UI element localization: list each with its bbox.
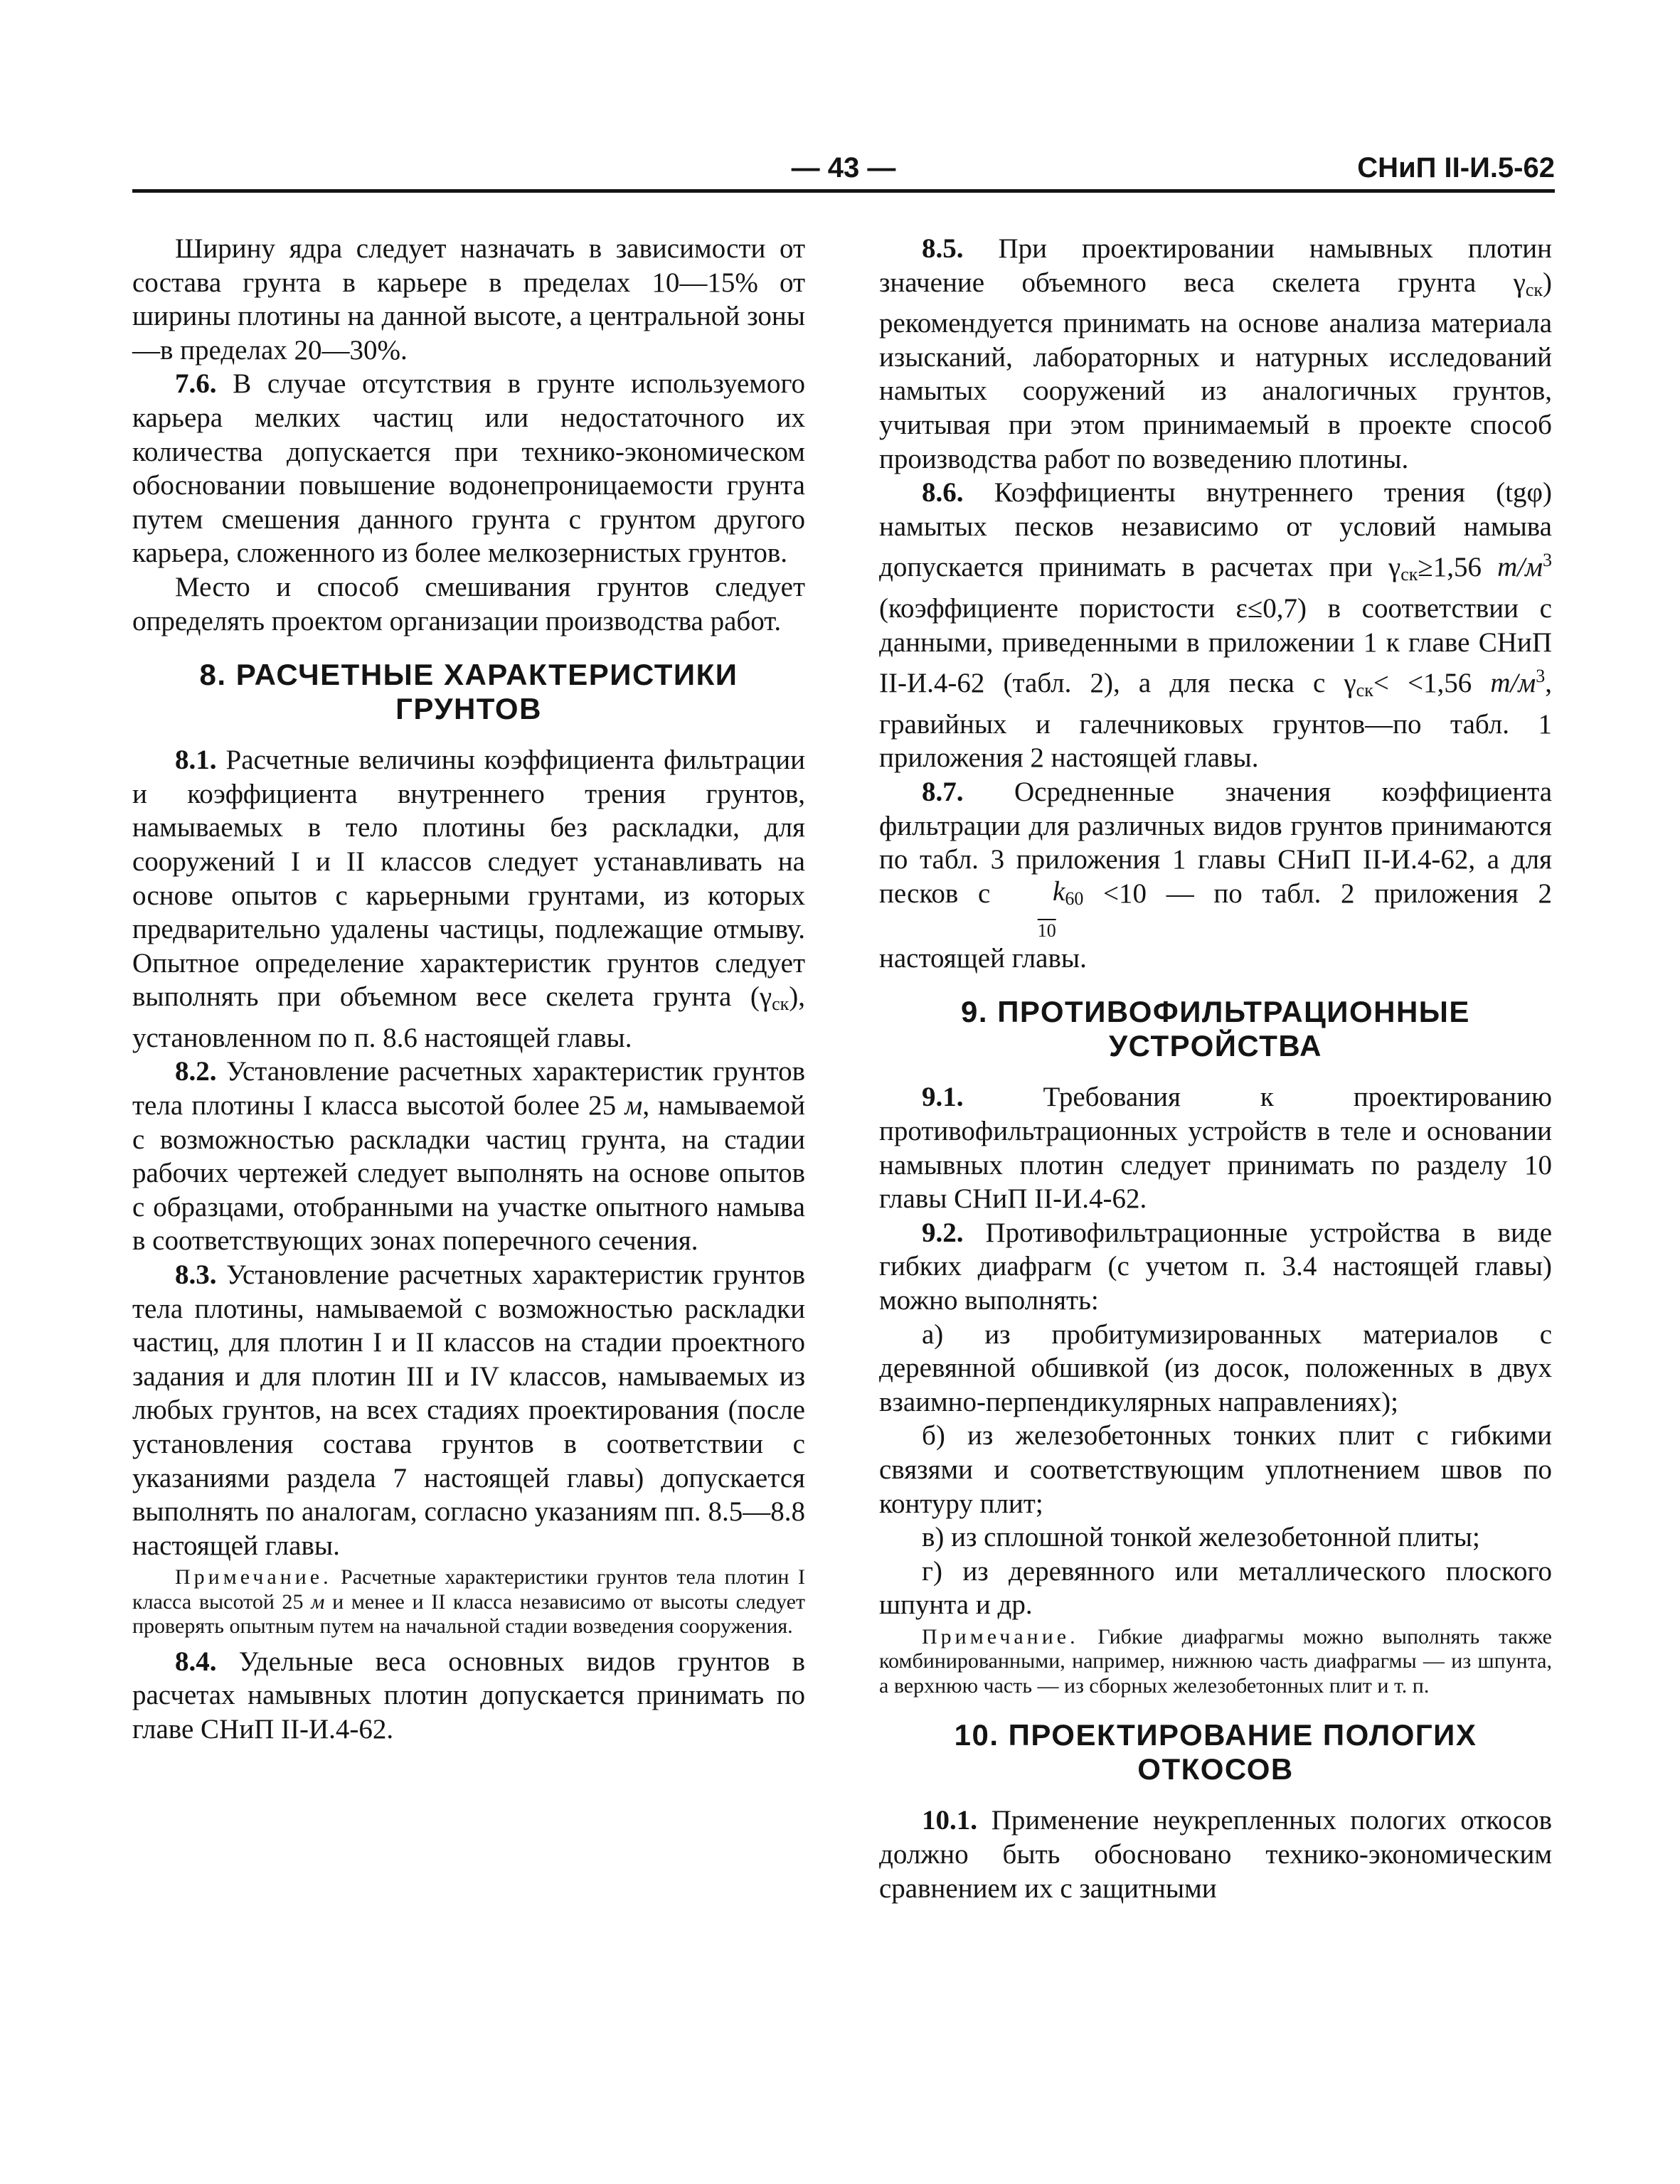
- section-heading-10: 10. ПРОЕКТИРОВАНИЕ ПОЛОГИХ ОТКОСОВ: [954, 1718, 1477, 1786]
- paragraph-core-width: Ширину ядра следует назначать в зависимости от состава грунта в карьере в пределах 10—15% от ширины плотины на данной высоте, а центральной зоны—в пределах 20—30%.: [132, 233, 805, 366]
- k-fraction: $k_{60}$ $_{10}$: [1037, 875, 1084, 942]
- paragraph-8-5: 8.5. При проектировании намывных плотин значение объемного веса скелета грунта $\gamma_{ск}$) рекомендуется принимать на основе анализа материала изысканий, лабораторных и натурных исследований намытых сооружений из аналогичных грунтов, учитывая при этом принимаемый в проекте способ производства работ по возведению плотины.: [879, 233, 1553, 474]
- header-rule: [132, 189, 1555, 193]
- right-column: [879, 232, 1552, 1905]
- clause-number: 9.2.: [922, 1217, 964, 1248]
- left-column: [132, 232, 805, 1747]
- clause-number: 8.6.: [922, 477, 964, 508]
- document-code: СНиП II-И.5-62: [1357, 152, 1555, 183]
- page-number: — 43 —: [791, 152, 896, 183]
- note-label: Примечание.: [175, 1565, 332, 1589]
- paragraph-7-6: 7.6. В случае отсутствия в грунте используемого карьера мелких частиц или недостаточного их количества допускается при технико-экономическом обосновании повышение водонепроницаемости грунта путем смешения данного грунта с грунтом другого карьера, сложенного из более мелкозернистых грунтов.: [132, 368, 805, 569]
- list-item-b: б) из железобетонных тонких плит с гибкими связями и соответствующим уплотнением швов по контуру плит;: [879, 1420, 1552, 1519]
- paragraph-8-2: 8.2. Установление расчетных характеристик грунтов тела плотины I класса высотой более 25 м, намываемой с возможностью раскладки частиц грунта, на стадии рабочих чертежей следует выполнять на основе опытов с образцами, отобранными на участке опытного намыва в соответствующих зонах поперечного сечения.: [132, 1056, 806, 1257]
- clause-number: 10.1.: [922, 1805, 977, 1836]
- note-8-3: Примечание. Расчетные характеристики грунтов тела плотин I класса высотой 25 м и менее и II класса независимо от высоты следует проверять опытным путем на начальной стадии возведения сооружения.: [132, 1565, 806, 1639]
- clause-number: 8.7.: [922, 776, 964, 807]
- paragraph-8-6: 8.6. Коэффициенты внутреннего трения (tgφ) намытых песков независимо от условий намыва допускается принимать в расчетах при $\gamma_{ск}\ge 1,56$ $т/м^3$ (коэффициенте пористости ε≤0,7) в соответствии с данными, приведенными в приложении 1 к главе СНиП II-И.4-62 (табл. 2), а для песка с $\gamma_{ск}< <1,56$ $т/м^3$, гравийных и галечниковых грунтов—по табл. 1 приложения 2 настоящей главы.: [879, 477, 1553, 774]
- clause-number: 9.1.: [922, 1082, 964, 1113]
- paragraph-mixing: Место и способ смешивания грунтов следует определять проектом организации производства работ.: [132, 571, 805, 636]
- list-item-c: в) из сплошной тонкой железобетонной плиты;: [922, 1522, 1480, 1553]
- paragraph-8-3: 8.3. Установление расчетных характеристик грунтов тела плотины, намываемой с возможностью раскладки частиц, для плотин I и II классов на стадии проектного задания и для плотин III и IV классов, намываемых из любых грунтов, на всех стадиях проектирования (после установления состава грунтов в соответствии с указаниями раздела 7 настоящей главы) допускается выполнять по аналогам, согласно указаниям пп. 8.5—8.8 настоящей главы.: [132, 1259, 806, 1561]
- list-item-d: г) из деревянного или металлического плоского шпунта и др.: [879, 1555, 1552, 1621]
- paragraph-8-1: 8.1. Расчетные величины коэффициента фильтрации и коэффициента внутреннего трения грунтов, намываемых в тело плотины без раскладки, для сооружений I и II классов следует устанавливать на основе опытов с карьерными грунтами, из которых предварительно удалены частицы, подлежащие отмыву. Опытное определение характеристик грунтов следует выполнять при объемном весе скелета грунта $(\gamma_{ск})$, установленном по п. 8.6 настоящей главы.: [132, 745, 805, 1053]
- paragraph-10-1: 10.1. Применение неукрепленных пологих откосов должно быть обосновано технико-экономическим сравнением их с защитными: [879, 1805, 1552, 1904]
- clause-number: 8.3.: [175, 1259, 217, 1291]
- clause-number: 8.5.: [922, 233, 964, 264]
- clause-number: 8.2.: [175, 1056, 217, 1087]
- clause-number: 8.4.: [175, 1646, 217, 1677]
- page-header: [132, 151, 1555, 191]
- clause-number: 7.6.: [175, 368, 217, 400]
- section-heading-9: 9. ПРОТИВОФИЛЬТРАЦИОННЫЕ УСТРОЙСТВА: [961, 995, 1470, 1063]
- clause-number: 8.1.: [175, 745, 217, 776]
- note-label: Примечание.: [922, 1624, 1079, 1648]
- paragraph-8-7: 8.7. Осредненные значения коэффициента фильтрации для различных видов грунтов принимаются по табл. 3 приложения 1 главы СНиП II-И.4-62, а для песков с $k_{60}$ $_{10}$ <10 — по табл. 2 приложения 2 настоящей главы.: [879, 776, 1553, 974]
- note-9-2: Примечание. Гибкие диафрагмы можно выполнять также комбинированными, например, нижнюю часть диафрагмы — из шпунта, а верхнюю часть — из сборных железобетонных плит и т. п.: [879, 1624, 1552, 1698]
- paragraph-9-2: 9.2. Противофильтрационные устройства в виде гибких диафрагм (с учетом п. 3.4 настоящей главы) можно выполнять:: [879, 1217, 1552, 1316]
- paragraph-9-1: 9.1. Требования к проектированию противофильтрационных устройств в теле и основании намывных плотин следует принимать по разделу 10 главы СНиП II-И.4-62.: [879, 1082, 1552, 1215]
- paragraph-8-4: 8.4. Удельные веса основных видов грунтов в расчетах намывных плотин допускается принимать по главе СНиП II-И.4-62.: [132, 1646, 805, 1745]
- list-item-a: а) из пробитумизированных материалов с деревянной обшивкой (из досок, положенных в двух взаимно-перпендикулярных направлениях);: [879, 1319, 1552, 1417]
- section-heading-8: 8. РАСЧЕТНЫЕ ХАРАКТЕРИСТИКИ ГРУНТОВ: [199, 658, 738, 726]
